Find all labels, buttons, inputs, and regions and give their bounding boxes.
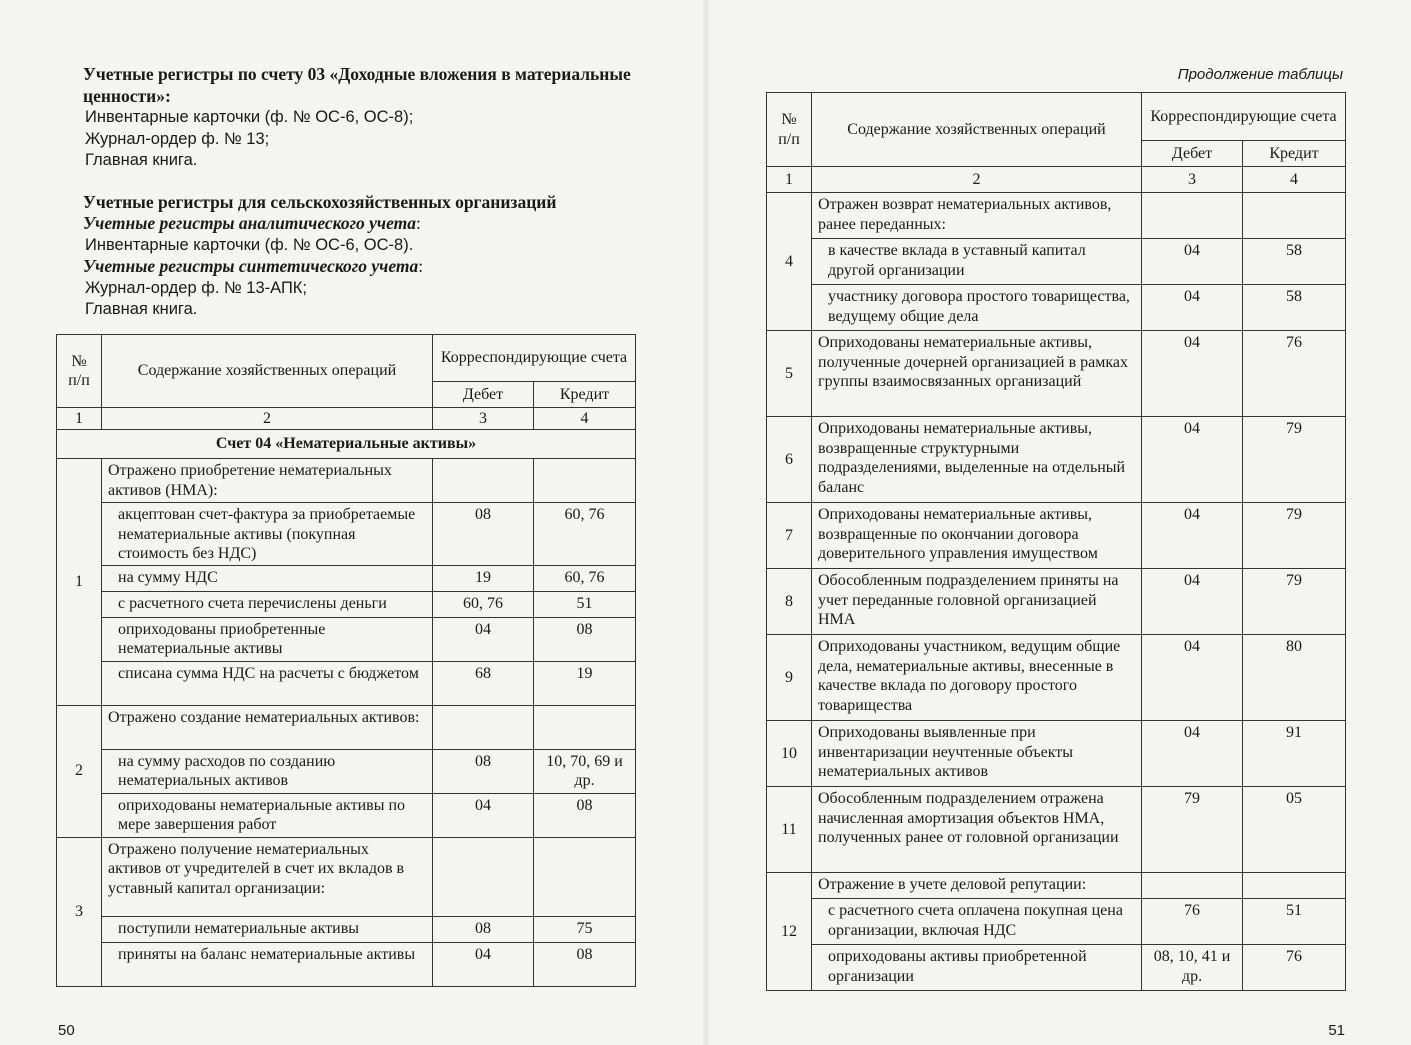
header-debit: Дебет (1142, 141, 1243, 167)
debit-value: 79 (1142, 787, 1243, 873)
debit-value: 08, 10, 41 и др. (1142, 945, 1243, 991)
group-header: Отражено приобретение нематериальных активов (НМА): (102, 459, 433, 503)
analytic-subtitle: Учетные регистры аналитического учета: (83, 213, 421, 233)
synthetic-subtitle: Учетные регистры синтетического учета: (83, 256, 424, 276)
header-accounts: Корреспондирующие счета (1142, 93, 1346, 141)
credit-value: 51 (1243, 899, 1346, 945)
credit-value: 08 (534, 793, 636, 837)
credit-value: 75 (534, 916, 636, 942)
credit-value: 10, 70, 69 и др. (534, 749, 636, 793)
debit-value: 68 (433, 661, 534, 705)
operation-text: Оприходованы нематериальные активы, возвращенные по окончании договора доверительного управления имуществом (812, 503, 1142, 569)
group-header: Отражено получение нематериальных активов от учредителей в счет их вкладов в уставный капитал организации: (102, 837, 433, 916)
credit-value: 51 (534, 591, 636, 617)
debit-value: 04 (1142, 285, 1243, 331)
header-credit: Кредит (1243, 141, 1346, 167)
credit-value: 79 (1243, 503, 1346, 569)
credit-value: 05 (1243, 787, 1346, 873)
col-index: 3 (1142, 167, 1243, 193)
debit-value: 19 (433, 565, 534, 591)
header-content: Содержание хозяйственных операций (812, 93, 1142, 167)
operation-text: поступили нематериальные активы (102, 916, 433, 942)
debit-value: 08 (433, 916, 534, 942)
debit-value: 08 (433, 503, 534, 566)
credit-value: 58 (1243, 239, 1346, 285)
header-num: № п/п (767, 93, 812, 167)
row-number: 8 (767, 569, 812, 635)
section-title: Счет 04 «Нематериальные активы» (57, 430, 636, 459)
group-header: Отражен возврат нематериальных активов, ранее переданных: (812, 193, 1142, 239)
debit-value: 04 (433, 942, 534, 986)
operation-text: Оприходованы нематериальные активы, возвращенные структурными подразделениями, выделенные на отдельный баланс (812, 417, 1142, 503)
operation-text: списана сумма НДС на расчеты с бюджетом (102, 661, 433, 705)
agri-registers-title: Учетные регистры для сельскохозяйственных организаций (83, 191, 557, 212)
row-number: 9 (767, 635, 812, 721)
credit-value: 79 (1243, 417, 1346, 503)
debit-value: 04 (1142, 239, 1243, 285)
credit-value: 08 (534, 942, 636, 986)
row-number: 7 (767, 503, 812, 569)
row-number: 1 (57, 459, 102, 706)
debit-value: 04 (1142, 503, 1243, 569)
intro-line: Журнал-ордер ф. № 13-АПК; (85, 278, 307, 297)
header-debit: Дебет (433, 382, 534, 408)
row-number: 5 (767, 331, 812, 417)
operation-text: оприходованы нематериальные активы по мере завершения работ (102, 793, 433, 837)
debit-value: 04 (1142, 635, 1243, 721)
operation-text: оприходованы приобретенные нематериальные активы (102, 617, 433, 661)
col-index: 1 (767, 167, 812, 193)
credit-value: 76 (1243, 945, 1346, 991)
operations-table-left (56, 334, 636, 987)
group-header: Отражено создание нематериальных активов: (102, 705, 433, 749)
debit-value: 08 (433, 749, 534, 793)
operation-text: Обособленным подразделением приняты на учет переданные головной организацией НМА (812, 569, 1142, 635)
credit-value: 60, 76 (534, 503, 636, 566)
debit-value: 04 (433, 793, 534, 837)
registers-03-title: Учетные регистры по счету 03 «Доходные вложения в материальные ценности»: (83, 64, 631, 106)
intro-line: Инвентарные карточки (ф. № ОС-6, ОС-8); (85, 108, 414, 126)
operation-text: Обособленным подразделением отражена начисленная амортизация объектов НМА, полученных ранее от головной организации (812, 787, 1142, 873)
row-number: 6 (767, 417, 812, 503)
credit-value: 76 (1243, 331, 1346, 417)
page-number: 51 (1328, 1022, 1345, 1039)
credit-value: 58 (1243, 285, 1346, 331)
header-credit: Кредит (534, 382, 636, 408)
right-page (705, 0, 1411, 1045)
debit-value: 04 (1142, 569, 1243, 635)
operation-text: в качестве вклада в уставный капитал другой организации (812, 239, 1142, 285)
operation-text: на сумму расходов по созданию нематериальных активов (102, 749, 433, 793)
left-page (0, 0, 705, 1045)
col-index: 3 (433, 408, 534, 430)
credit-value: 91 (1243, 721, 1346, 787)
operation-text: оприходованы активы приобретенной организации (812, 945, 1142, 991)
operation-text: на сумму НДС (102, 565, 433, 591)
row-number: 3 (57, 837, 102, 986)
col-index: 1 (57, 408, 102, 430)
col-index: 2 (812, 167, 1142, 193)
operation-text: Оприходованы участником, ведущим общие дела, нематериальные активы, внесенные в качестве вклада по договору простого товарищества (812, 635, 1142, 721)
row-number: 12 (767, 873, 812, 991)
debit-value: 04 (1142, 331, 1243, 417)
row-number: 10 (767, 721, 812, 787)
continuation-label: Продолжение таблицы (1177, 66, 1343, 83)
page-number: 50 (58, 1022, 75, 1039)
header-content: Содержание хозяйственных операций (102, 335, 433, 408)
credit-value: 80 (1243, 635, 1346, 721)
debit-value: 04 (1142, 417, 1243, 503)
row-number: 4 (767, 193, 812, 331)
operations-table-right (766, 92, 1346, 991)
col-index: 4 (1243, 167, 1346, 193)
row-number: 2 (57, 705, 102, 837)
operation-text: акцептован счет-фактура за приобретаемые нематериальные активы (покупная стоимость без НДС) (102, 503, 433, 566)
operation-text: участнику договора простого товарищества, ведущему общие дела (812, 285, 1142, 331)
operation-text: Оприходованы выявленные при инвентаризации неучтенные объекты нематериальных активов (812, 721, 1142, 787)
header-accounts: Корреспондирующие счета (433, 335, 636, 382)
operation-text: Оприходованы нематериальные активы, полученные дочерней организацией в рамках группы взаимосвязанных организаций (812, 331, 1142, 417)
intro-line: Главная книга. (85, 151, 198, 169)
debit-value: 04 (433, 617, 534, 661)
intro-line: Инвентарные карточки (ф. № ОС-6, ОС-8). (85, 235, 414, 254)
credit-value: 79 (1243, 569, 1346, 635)
intro-line: Главная книга. (85, 300, 198, 318)
credit-value: 08 (534, 617, 636, 661)
debit-value: 60, 76 (433, 591, 534, 617)
col-index: 2 (102, 408, 433, 430)
group-header: Отражение в учете деловой репутации: (812, 873, 1142, 899)
credit-value: 19 (534, 661, 636, 705)
operation-text: приняты на баланс нематериальные активы (102, 942, 433, 986)
debit-value: 76 (1142, 899, 1243, 945)
intro-text (83, 64, 643, 321)
col-index: 4 (534, 408, 636, 430)
header-num: № п/п (57, 335, 102, 408)
credit-value: 60, 76 (534, 565, 636, 591)
operation-text: с расчетного счета перечислены деньги (102, 591, 433, 617)
intro-line: Журнал-ордер ф. № 13; (85, 129, 270, 148)
row-number: 11 (767, 787, 812, 873)
debit-value: 04 (1142, 721, 1243, 787)
operation-text: с расчетного счета оплачена покупная цена организации, включая НДС (812, 899, 1142, 945)
